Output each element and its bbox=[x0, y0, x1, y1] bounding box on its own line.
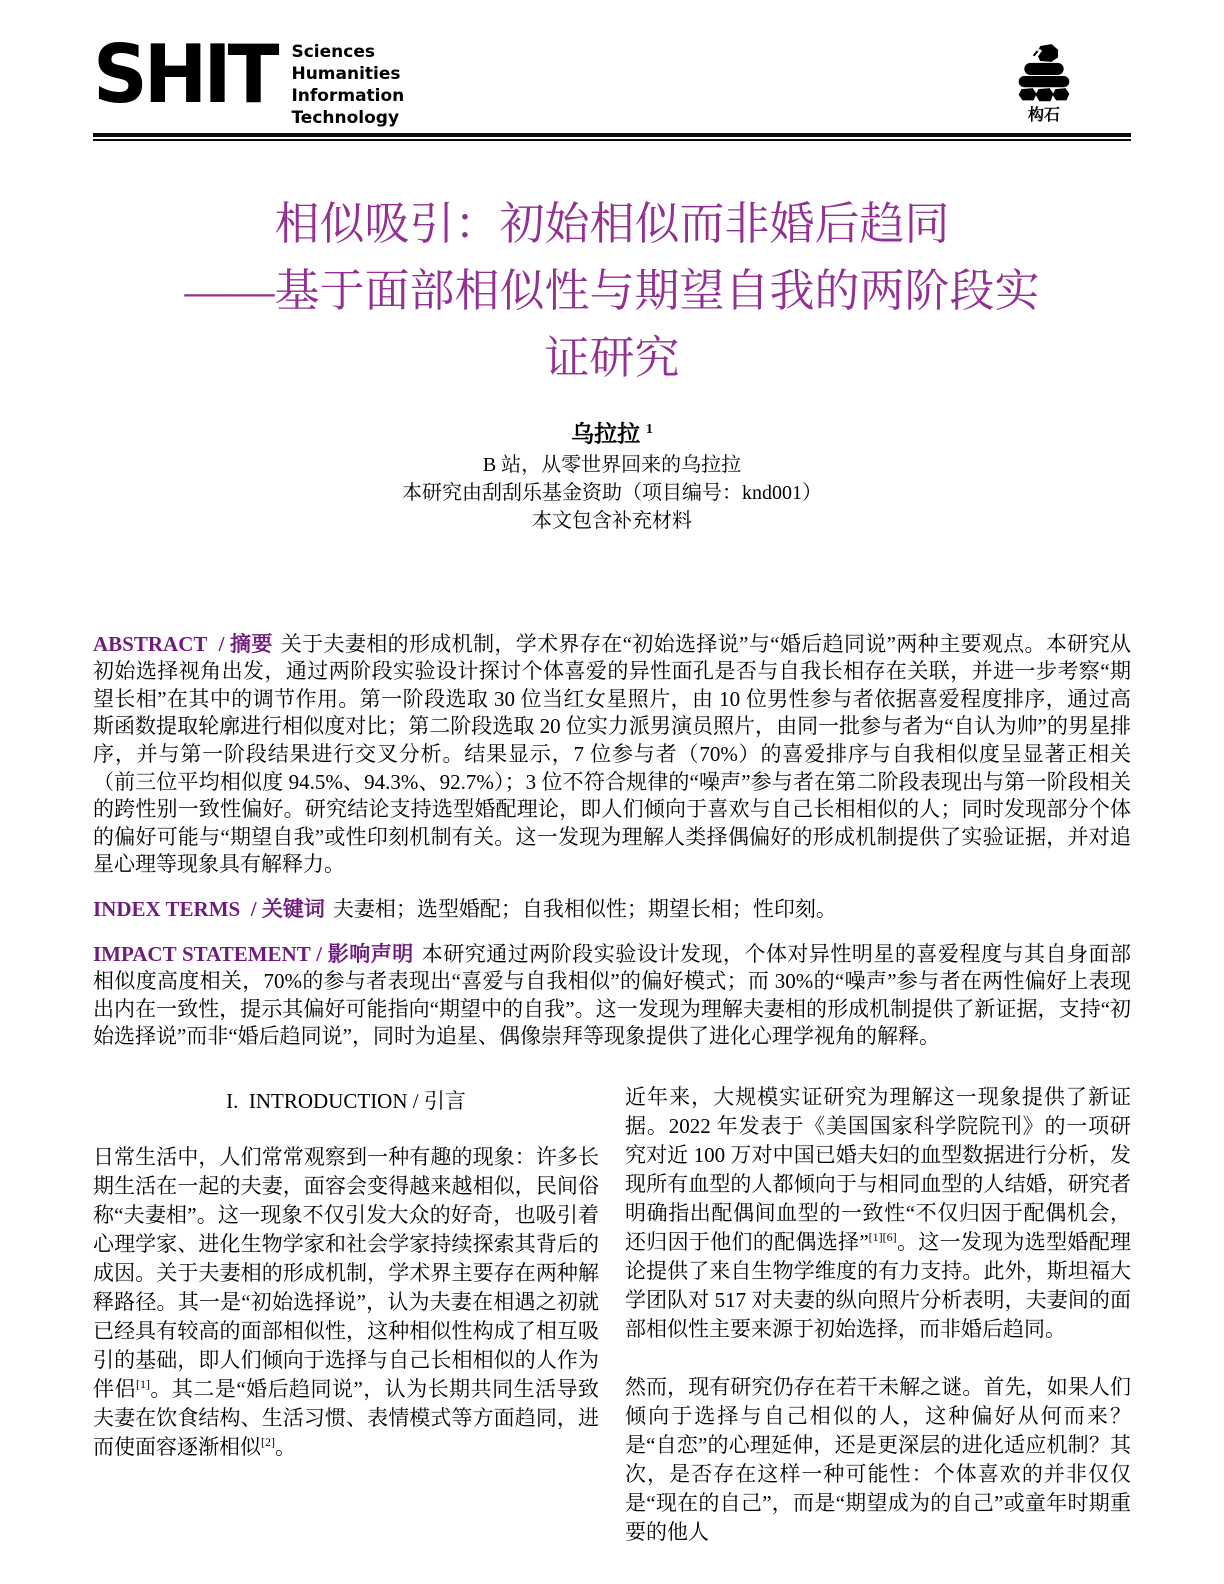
front-matter bbox=[93, 631, 1131, 1051]
paper-title-line: 证研究 bbox=[544, 333, 680, 383]
index-terms-text: 夫妻相；选型婚配；自我相似性；期望长相；性印刻。 bbox=[332, 897, 837, 921]
paper-title-line: ——基于面部相似性与期望自我的两阶段实 bbox=[184, 266, 1040, 316]
author-block bbox=[93, 414, 1131, 535]
journal-tagline bbox=[291, 34, 404, 129]
impact-statement-text: 本研究通过两阶段实验设计发现，个体对异性明星的喜爱程度与其自身面部相似度高度相关，70%的参与者表现出“喜爱与自我相似”的偏好模式；而 30%的“噪声”参与者在两性偏好上表现出内在一致性，提示其偏好可能指向“期望中的自我”。这一发现为理解夫妻相的形成机制提供了新证据，支持“初始选择说”而非“婚后趋同说”，同时为追星、偶像崇拜等现象提供了进化心理学视角的解释。 bbox=[93, 941, 1131, 1049]
open-questions-paragraph: 然而，现有研究仍存在若干未解之谜。首先，如果人们倾向于选择与自己相似的人，这种偏好从何而来？是“自恋”的心理延伸，还是更深层的进化适应机制？其次，是否存在这样一种可能性：个体喜欢的并非仅仅是“现在的自己”，而是“期望成为的自己”或童年时期重要的他人 bbox=[625, 1374, 1131, 1544]
tagline-line: Information bbox=[291, 86, 405, 106]
header-rule bbox=[93, 133, 1131, 141]
journal-logo bbox=[93, 26, 405, 129]
abstract-paragraph bbox=[93, 631, 1131, 879]
intro-text: 近年来，大规模实证研究为理解这一现象提供了新证据。2022 年发表于《美国国家科学院院刊》的一项研究对近 100 万对中国已婚夫妇的血型数据进行分析，发现所有血型的人都倾向于与相同血型的人结婚，研究者明确指出配偶间血型的一致性“不仅归因于配偶机会，还归因于他们的配偶选择” bbox=[625, 1084, 1131, 1254]
tagline-line: Technology bbox=[291, 108, 400, 128]
author-affiliation-mark: 1 bbox=[645, 422, 653, 437]
introduction-heading: I. INTRODUCTION / 引言 bbox=[226, 1088, 466, 1113]
abstract-text: 关于夫妻相的形成机制，学术界存在“初始选择说”与“婚后趋同说”两种主要观点。本研究从初始选择视角出发，通过两阶段实验设计探讨个体喜爱的异性面孔是否与自我长相存在关联，并进一步考察“期望长相”在其中的调节作用。第一阶段选取 30 位当红女星照片，由 10 位男性参与者依据喜爱程度排序，通过高斯函数提取轮廓进行相似度对比；第二阶段选取 20 位实力派男演员照片，由同一批参与者为“自认为帅”的男星排序，并与第一阶段结果进行交叉分析。结果显示，7 位参与者（70%）的喜爱排序与自我相似度呈显著正相关（前三位平均相似度 94.5%、94.3%、92.7%）；3 位不符合规律的“噪声”参与者在第二阶段表现出与第一阶段相关的跨性别一致性偏好。研究结论支持选型婚配理论，即人们倾向于喜欢与自己长相相似的人；同时发现部分个体的偏好可能与“期望自我”或性印刻机制有关。这一发现为理解人类择偶偏好的形成机制提供了实验证据，并对追星心理等现象具有解释力。 bbox=[93, 631, 1132, 877]
stone-pile-icon bbox=[1009, 44, 1079, 106]
citation-ref: [1][6] bbox=[868, 1229, 897, 1244]
abstract-label-zh: / 摘要 bbox=[218, 631, 273, 656]
intro-text: 。 bbox=[275, 1434, 296, 1459]
author-name bbox=[93, 414, 1131, 451]
index-terms-label: INDEX TERMS bbox=[93, 897, 241, 921]
body-columns bbox=[93, 1083, 1131, 1547]
index-terms-paragraph bbox=[93, 896, 1131, 924]
intro-text: 日常生活中，人们常常观察到一种有趣的现象：许多长期生活在一起的夫妻，面容会变得越来越相似，民间俗称“夫妻相”。这一现象不仅引发大众的好奇，也吸引着心理学家、进化生物学家和社会学家持续探索其背后的成因。关于夫妻相的形成机制，学术界主要存在两种解释路径。其一是“初始选择说”，认为夫妻在相遇之初就已经具有较高的面部相似性，这种相似性构成了相互吸引的基础，即人们倾向于选择与自己长相相似的人作为伴侣 bbox=[93, 1144, 599, 1401]
tagline-line: Humanities bbox=[291, 64, 401, 84]
author-name-text: 乌拉拉 bbox=[571, 421, 641, 447]
left-column bbox=[93, 1083, 599, 1547]
funding-note: 本研究由刮刮乐基金资助（项目编号：knd001） bbox=[402, 481, 822, 504]
impact-statement-paragraph bbox=[93, 941, 1131, 1051]
author-affiliation: B 站，从零世界回来的乌拉拉 bbox=[482, 453, 742, 476]
citation-ref: [2] bbox=[261, 1434, 275, 1449]
paper-title bbox=[93, 191, 1131, 392]
publisher-badge-label: 构石 bbox=[1027, 105, 1060, 124]
citation-ref: [1] bbox=[135, 1376, 150, 1391]
tagline-line: Sciences bbox=[291, 42, 375, 62]
right-column bbox=[625, 1083, 1131, 1547]
impact-statement-label: IMPACT STATEMENT / 影响声明 bbox=[93, 941, 414, 966]
introduction-paragraph bbox=[93, 1143, 599, 1462]
abstract-label: ABSTRACT bbox=[93, 631, 208, 656]
journal-logo-text: SHIT bbox=[93, 26, 276, 121]
supplementary-note: 本文包含补充材料 bbox=[532, 509, 692, 532]
paper-title-line: 相似吸引：初始相似而非婚后趋同 bbox=[274, 199, 950, 249]
intro-text: 。这一发现为选型婚配理论提供了来自生物学维度的有力支持。此外，斯坦福大学团队对 517 对夫妻的纵向照片分析表明，夫妻间的面部相似性主要来源于初始选择，而非婚后趋同。 bbox=[625, 1229, 1131, 1341]
journal-header bbox=[93, 26, 1131, 129]
evidence-paragraph bbox=[625, 1083, 1131, 1344]
index-terms-label-zh: / 关键词 bbox=[250, 897, 325, 921]
publisher-badge bbox=[1009, 34, 1079, 124]
intro-text: 。其二是“婚后趋同说”，认为长期共同生活导致夫妻在饮食结构、生活习惯、表情模式等方面趋同，进而使面容逐渐相似 bbox=[93, 1376, 600, 1459]
